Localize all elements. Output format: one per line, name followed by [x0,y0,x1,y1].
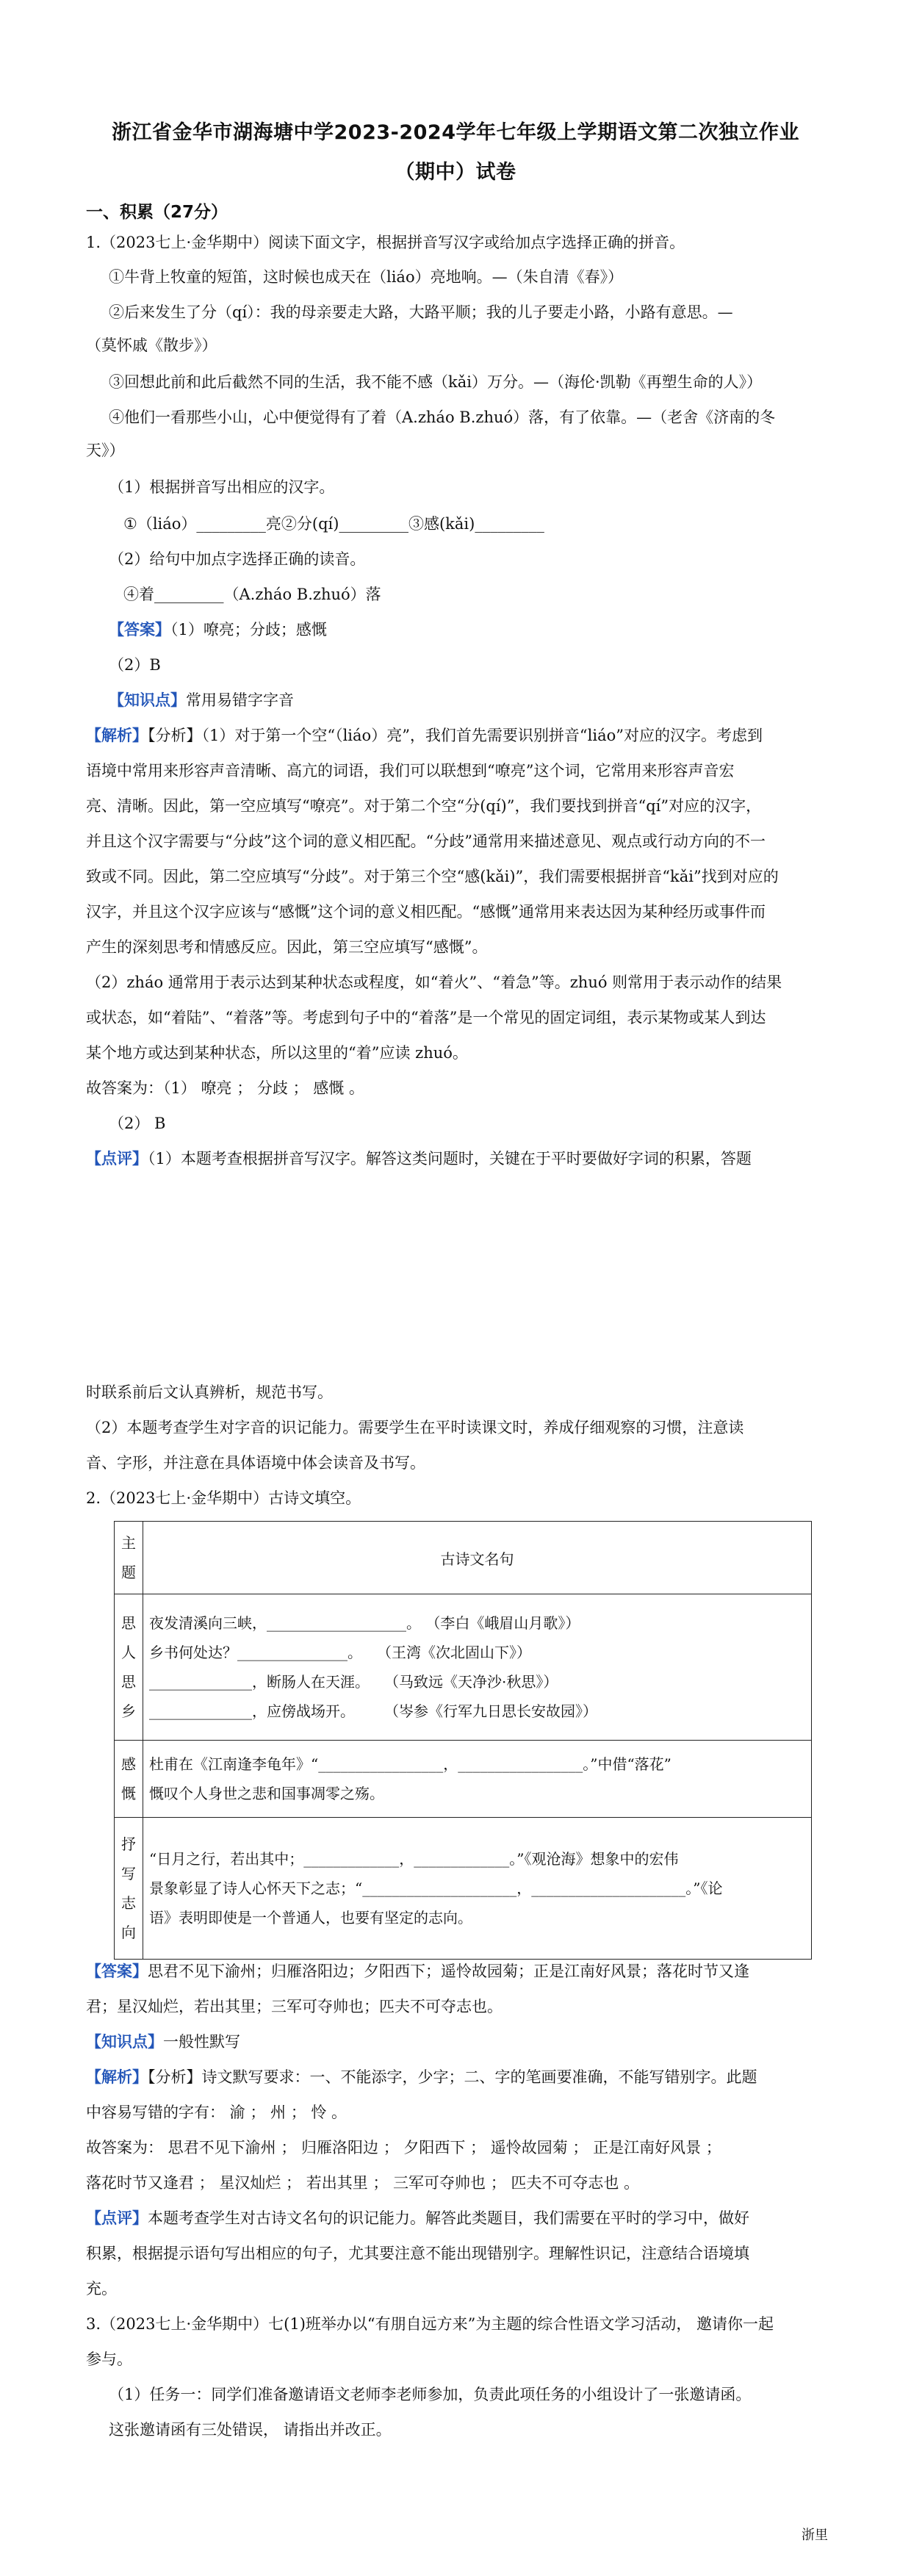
q1-stem: 1.（2023七上·金华期中）阅读下面文字，根据拼音写汉字或给加点字选择正确的拼音。 [86,234,685,251]
q1-comment-line-3: （2）本题考查学生对字音的识记能力。需要学生在平时读课文时，养成仔细观察的习惯，注意读 [86,1419,744,1436]
theme-cell: 抒写志向 [115,1818,143,1960]
q1-answer-2: （2）B [109,656,161,674]
poem-table [114,1521,812,1960]
explanation-text: 【分析】（1）对于第一个空“（liáo）亮”，我们首先需要识别拼音“liáo”对应的汉字。考虑到 [148,727,763,744]
poem-line: 夜发清溪向三峡，___________________。 （李白《峨眉山月歌》） [149,1614,580,1632]
knowledge-tag: 【知识点】 [109,691,186,709]
q1-passage-1: ①牛背上牧童的短笛，这时候也成天在（liáo）亮地响。—（朱自清《春》） [109,268,624,286]
q2-comment-line-3: 充。 [86,2280,117,2298]
q3-stem-line-1: 3.（2023七上·金华期中）七(1)班举办以“有朋自远方来”为主题的综合性语文学习活动， 邀请你一起 [86,2315,774,2333]
q1-conclusion-2: （2） B [109,1115,166,1132]
q1-comment-line-1 [86,1148,828,1170]
knowledge-text: 常用易错字字音 [186,691,294,709]
q1-answer [109,619,851,641]
q1-passage-3: ③回想此前和此后截然不同的生活，我不能不感（kǎi）万分。—（海伦·凯勒《再塑生命的人》） [109,373,763,391]
q1-comment-line-2: 时联系前后文认真辨析，规范书写。 [86,1384,333,1401]
theme-cell: 感慨 [115,1741,143,1818]
document-title-line1: 浙江省金华市湖海塘中学2023-2024学年七年级上学期语文第二次独立作业 [112,121,799,144]
poem-line: 慨叹个人身世之悲和国事凋零之殇。 [149,1785,384,1802]
q1-task1: （1）根据拼音写出相应的汉字。 [109,478,335,496]
poem-line: 景象彰显了诗人心怀天下之志；“_____________________，_____________________。”《论 [149,1879,723,1897]
q1-explanation-line-1 [86,724,828,746]
q3-task1-line-2: 这张邀请函有三处错误， 请指出并改正。 [109,2421,392,2439]
q1-passage-4b: 天》） [86,442,125,459]
q2-knowledge-point [86,2031,828,2053]
content-cell [143,1594,812,1741]
knowledge-text: 一般性默写 [163,2033,240,2051]
q2-answer-line-1 [86,1960,828,1982]
answer-tag: 【答案】 [109,620,170,638]
poem-line: 杜甫在《江南逢李龟年》“_________________，_________________。”中借“落花” [149,1755,671,1773]
q2-conclusion-line-2: 落花时节又逢君 ； 星汉灿烂 ； 若出其里 ； 三军可夺帅也 ； 匹夫不可夺志也 。 [86,2174,640,2192]
q1-task2-blank: ④着_________（A.zháo B.zhuó）落 [123,586,381,603]
content-header: 古诗文名句 [143,1522,812,1594]
answer-text: （1）嘹亮；分歧；感慨 [170,621,327,638]
theme-header: 主题 [115,1522,143,1594]
q3-stem-line-2: 参与。 [86,2350,132,2368]
q2-answer-line-2: 君；星汉灿烂，若出其里；三军可夺帅也；匹夫不可夺志也。 [86,1998,503,2015]
poem-line: ______________，断肠人在天涯。 （马致远《天净沙·秋思》） [149,1673,558,1691]
q1-knowledge-point [109,689,851,711]
explanation-tag: 【解析】 [86,2068,148,2086]
explanation-tag: 【解析】 [86,726,148,744]
q1-explanation-line-2: 语境中常用来形容声音清晰、高亢的词语，我们可以联想到“嘹亮”这个词，它常用来形容声音宏 [86,762,735,780]
q1-explanation2-line-1: （2）zháo 通常用于表示达到某种状态或程度，如“着火”、“着急”等。zhuó 则常用于表示动作的结果 [86,974,782,991]
comment-tag: 【点评】 [86,2209,148,2227]
q2-explanation-line-1 [86,2066,828,2088]
poem-line: 乡书何处达？_______________。 （王湾《次北固山下》） [149,1644,531,1661]
q3-task1-line-1: （1）任务一：同学们准备邀请语文老师李老师参加，负责此项任务的小组设计了一张邀请函。 [109,2386,752,2403]
comment-text: 本题考查学生对古诗文名句的识记能力。解答此类题目，我们需要在平时的学习中，做好 [148,2209,749,2227]
q2-explanation-line-2: 中容易写错的字有： 渝 ； 州 ； 怜 。 [86,2104,348,2121]
content-cell [143,1818,812,1960]
page-footer: 浙里 [802,2528,828,2543]
content-cell [143,1741,812,1818]
q1-explanation2-line-3: 某个地方或达到某种状态，所以这里的“着”应读 zhuó。 [86,1044,468,1062]
q2-comment-line-1 [86,2207,828,2229]
table-header-row [115,1522,812,1594]
q2-stem: 2.（2023七上·金华期中）古诗文填空。 [86,1489,361,1507]
q1-task2: （2）给句中加点字选择正确的读音。 [109,550,366,568]
q1-passage-4a: ④他们一看那些小山，心中便觉得有了着（A.zháo B.zhuó）落，有了依靠。—（老舍《济南的冬 [109,409,776,426]
answer-text: 思君不见下渝州；归雁洛阳边；夕阳西下；遥怜故园菊；正是江南好风景；落花时节又逢 [148,1962,749,1980]
table-row [115,1741,812,1818]
q1-explanation-line-5: 致或不同。因此，第二空应填写“分歧”。对于第三个空“感(kǎi)”，我们需要根据拼音“kǎi”找到对应的 [86,868,779,885]
section-heading: 一、积累（27分） [86,203,228,222]
knowledge-tag: 【知识点】 [86,2032,163,2051]
q1-explanation-line-7: 产生的深刻思考和情感反应。因此，第三空应填写“感慨”。 [86,938,488,956]
q2-conclusion-line-1: 故答案为： 思君不见下渝州 ； 归雁洛阳边 ； 夕阳西下 ； 遥怜故园菊 ； 正是江南好风景 ； [86,2139,721,2156]
q2-comment-line-2: 积累，根据提示语句写出相应的句子，尤其要注意不能出现错别字。理解性识记，注意结合语境填 [86,2245,749,2262]
q1-explanation2-line-2: 或状态，如“着陆”、“着落”等。考虑到句子中的“着落”是一个常见的固定词组，表示某物或某人到达 [86,1009,766,1026]
poem-line: ______________，应傍战场开。 （岑参《行军九日思长安故园》） [149,1702,597,1720]
comment-text: （1）本题考查根据拼音写汉字。解答这类问题时，关键在于平时要做好字词的积累，答题 [148,1150,752,1168]
q1-task1-blanks: ①（liáo）_________亮②分(qí)_________③感(kǎi)_________ [123,515,544,533]
table-row [115,1818,812,1960]
comment-tag: 【点评】 [86,1149,148,1168]
q1-explanation-line-4: 并且这个汉字需要与“分歧”这个词的意义相匹配。“分歧”通常用来描述意见、观点或行动方向的不一 [86,832,766,850]
explanation-text: 【分析】诗文默写要求：一、不能添字，少字；二、字的笔画要准确，不能写错别字。此题 [148,2068,757,2086]
q1-conclusion: 故答案为：（1） 嘹亮 ； 分歧 ； 感慨 。 [86,1079,364,1097]
q1-comment-line-4: 音、字形，并注意在具体语境中体会读音及书写。 [86,1454,425,1472]
q1-explanation-line-6: 汉字，并且这个汉字应该与“感慨”这个词的意义相匹配。“感慨”通常用来表达因为某种经历或事件而 [86,903,766,921]
q1-passage-2a: ②后来发生了分（qí）：我的母亲要走大路，大路平顺；我的儿子要走小路，小路有意思。— [109,303,733,321]
poem-line: “日月之行，若出其中；_____________，_____________。”《观沧海》想象中的宏伟 [149,1850,679,1868]
poem-line: 语》表明即使是一个普通人，也要有坚定的志向。 [149,1909,472,1926]
document-title-line2: （期中）试卷 [395,161,516,184]
theme-cell: 思人思乡 [115,1594,143,1741]
table-row [115,1594,812,1741]
q1-passage-2b: （莫怀戚《散步》） [86,337,217,354]
q1-explanation-line-3: 亮、清晰。因此，第一空应填写“嘹亮”。对于第二个空“分(qí)”，我们要找到拼音“qí”对应的汉字， [86,797,762,815]
answer-tag: 【答案】 [86,1962,148,1980]
